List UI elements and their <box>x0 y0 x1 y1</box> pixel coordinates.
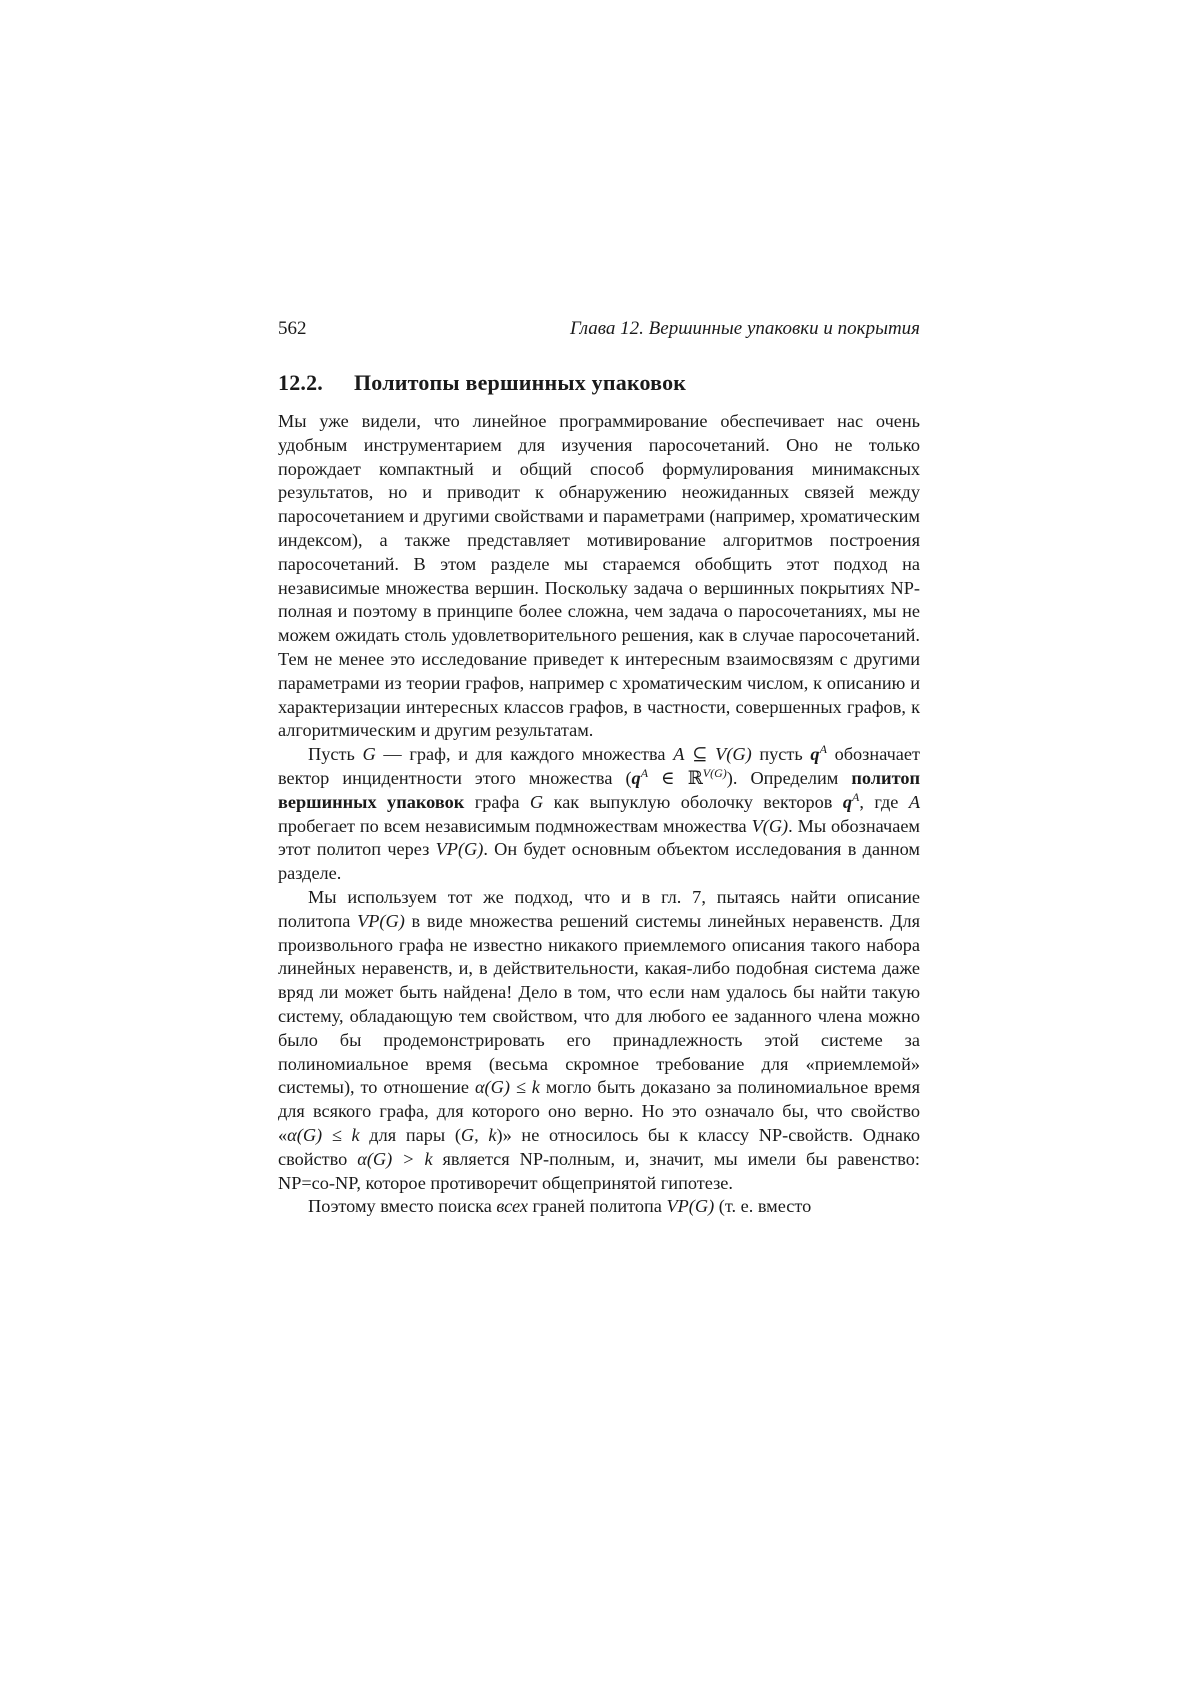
paragraph-2: Пусть G — граф, и для каждого множества A ⊆ V(G) пусть $q^A$ обозначает вектор инцидентности этого множества ($q^A$ ∈ ℝ$^{V(G)}$). Определим политоп вершинных упаковок графа G как выпуклую оболочку векторов $q^A$, где A пробегает по всем независимым подмножествам множества V(G). Мы обозначаем этот политоп через VP(G). Он будет основным объектом исследования в данном разделе. <box>278 742 920 884</box>
defined-term: политоп вершинных упаковок <box>278 767 920 812</box>
paragraph-4: Поэтому вместо поиска всех граней политопа VP(G) (т. е. вместо <box>308 1196 812 1217</box>
section-title: Политопы вершинных упаковок <box>354 370 687 395</box>
running-head <box>278 318 920 340</box>
paragraph-3: Мы используем тот же подход, что и в гл. 7, пытаясь найти описание политопа VP(G) в виде множества решений системы линейных неравенств. Для произвольного графа не известно никакого приемлемого описания такого набора линейных неравенств, и, в действительности, какая-либо подобная система даже вряд ли может быть найдена! Дело в том, что если нам удалось бы найти такую систему, обладающую тем свойством, что для любого ее заданного члена можно было бы продемонстрировать его принадлежность этой системе за полиномиальное время (весьма скромное требование для «приемлемой» системы), то отношение α(G) ≤ k могло быть доказано за полиномиальное время для всякого графа, для которого оно верно. Но это означало бы, что свойство «α(G) ≤ k для пары (G, k)» не относилось бы к классу NP-свойств. Однако свойство α(G) > k является NP-полным, и, значит, мы имели бы равенство: NP=co-NP, которое противоречит общепринятой гипотезе. <box>278 886 921 1193</box>
book-page <box>278 318 920 1219</box>
section-heading <box>278 370 920 396</box>
running-title: Глава 12. Вершинные упаковки и покрытия <box>569 318 920 339</box>
section-number: 12.2. <box>278 370 323 395</box>
emphasis: всех <box>496 1196 528 1217</box>
paragraph-1: Мы уже видели, что линейное программирование обеспечивает нас очень удобным инструментарием для изучения паросочетаний. Оно не только порождает компактный и общий способ формулирования минимаксных результатов, но и приводит к обнаружению неожиданных связей между паросочетанием и другими свойствами и параметрами (например, хроматическим индексом), а также представляет мотивирование алгоритмов построения паросочетаний. В этом разделе мы стараемся обобщить этот подход на независимые множества вершин. Поскольку задача о вершинных покрытиях NP-полная и поэтому в принципе более сложна, чем задача о паросочетаниях, мы не можем ожидать столь удовлетворительного решения, как в случае паросочетаний. Тем не менее это исследование приведет к интересным взаимосвязям с другими параметрами из теории графов, например с хроматическим числом, к описанию и характеризации интересных классов графов, в частности, совершенных графов, к алгоритмическим и другим результатам. <box>278 411 920 741</box>
page-number: 562 <box>278 318 307 339</box>
